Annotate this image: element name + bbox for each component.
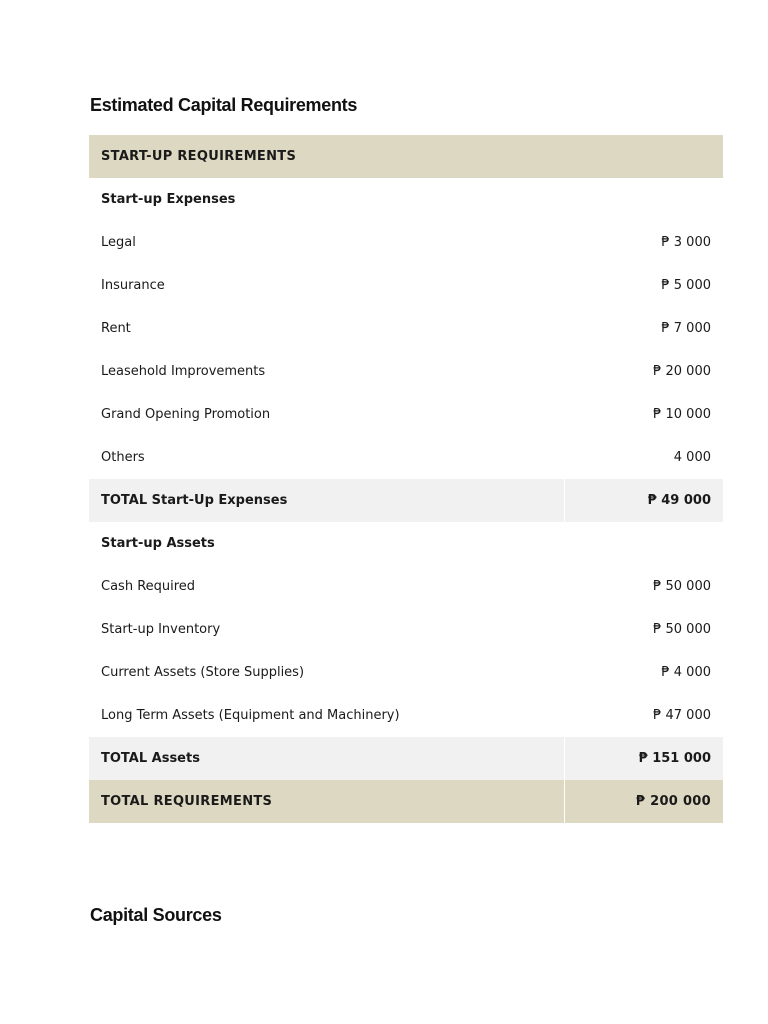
item-amount: ₱ 50 000 — [653, 579, 711, 594]
expenses-heading-row — [89, 178, 723, 221]
item-amount: ₱ 10 000 — [653, 407, 711, 422]
table-row — [89, 651, 723, 694]
requirements-header: START-UP REQUIREMENTS — [89, 135, 723, 178]
item-label: Current Assets (Store Supplies) — [101, 665, 305, 680]
table-row — [89, 264, 723, 307]
item-label: Others — [101, 450, 145, 465]
expenses-total-row — [89, 479, 723, 522]
item-amount: ₱ 20 000 — [653, 364, 711, 379]
table-row — [89, 565, 723, 608]
page-title: Estimated Capital Requirements — [90, 95, 358, 115]
item-label: Legal — [101, 235, 136, 250]
item-label: Rent — [101, 321, 131, 336]
item-amount: ₱ 50 000 — [653, 622, 711, 637]
item-amount: 4 000 — [673, 450, 711, 465]
assets-heading-row — [89, 522, 723, 565]
expenses-total-amount: ₱ 49 000 — [564, 479, 723, 522]
assets-total-row — [89, 737, 723, 780]
item-amount: ₱ 5 000 — [661, 278, 711, 293]
expenses-heading: Start-up Expenses — [101, 192, 236, 207]
table-row — [89, 393, 723, 436]
table-row — [89, 221, 723, 264]
item-amount: ₱ 4 000 — [661, 665, 711, 680]
item-label: Leasehold Improvements — [101, 364, 266, 379]
table-row — [89, 307, 723, 350]
table-row — [89, 436, 723, 479]
item-label: Insurance — [101, 278, 165, 293]
item-label: Cash Required — [101, 579, 196, 594]
grand-total-label: TOTAL REQUIREMENTS — [89, 780, 564, 823]
item-amount: ₱ 47 000 — [653, 708, 711, 723]
table-row — [89, 350, 723, 393]
assets-total-label: TOTAL Assets — [89, 737, 564, 780]
table-row — [89, 608, 723, 651]
requirements-header-row — [89, 135, 723, 178]
table-row — [89, 694, 723, 737]
capital-sources-title: Capital Sources — [90, 905, 222, 925]
capital-requirements-table — [89, 135, 723, 823]
grand-total-amount: ₱ 200 000 — [564, 780, 723, 823]
item-label: Grand Opening Promotion — [101, 407, 271, 422]
item-label: Start-up Inventory — [101, 622, 221, 637]
item-amount: ₱ 7 000 — [661, 321, 711, 336]
expenses-total-label: TOTAL Start-Up Expenses — [89, 479, 564, 522]
item-label: Long Term Assets (Equipment and Machinery) — [101, 708, 400, 723]
item-amount: ₱ 3 000 — [661, 235, 711, 250]
assets-heading: Start-up Assets — [101, 536, 215, 551]
grand-total-row — [89, 780, 723, 823]
assets-total-amount: ₱ 151 000 — [564, 737, 723, 780]
